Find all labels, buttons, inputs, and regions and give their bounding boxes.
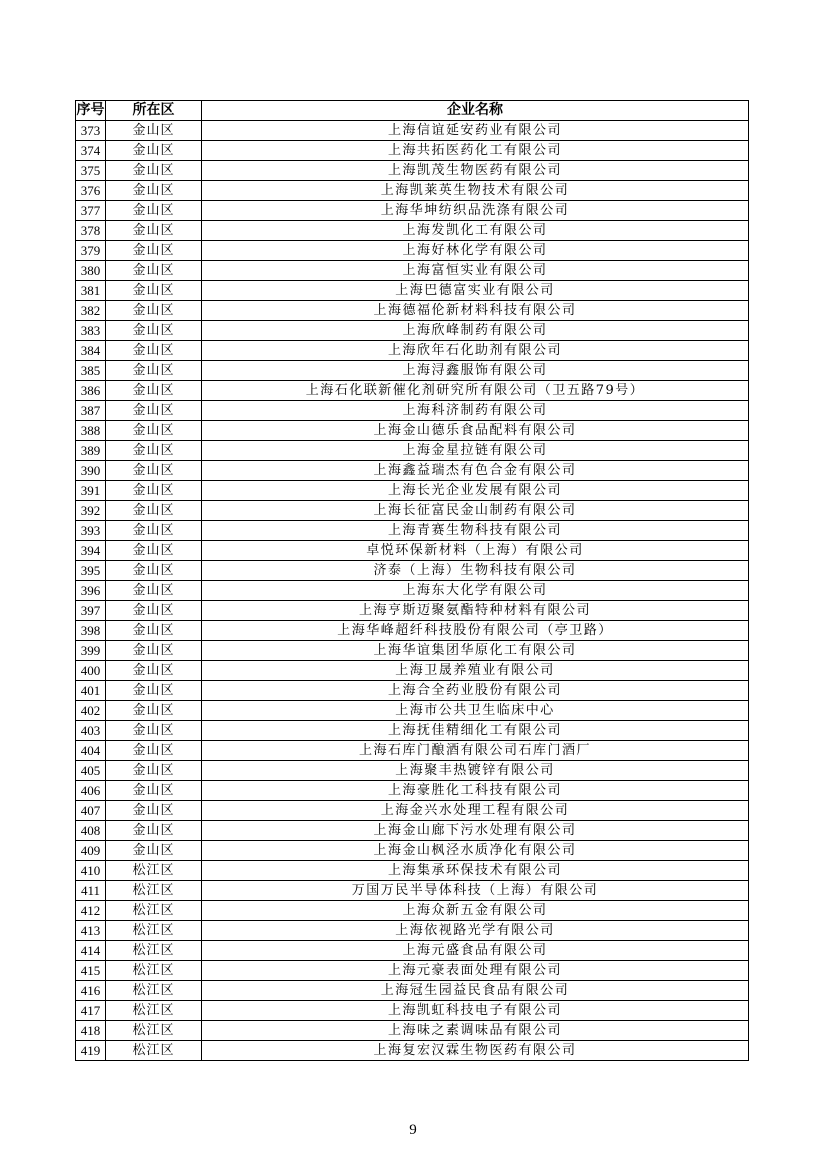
row-seq: 396 <box>76 581 106 601</box>
row-name: 上海欣年石化助剂有限公司 <box>202 341 749 361</box>
row-district: 金山区 <box>106 821 202 841</box>
row-district: 金山区 <box>106 441 202 461</box>
row-district: 金山区 <box>106 281 202 301</box>
row-district: 金山区 <box>106 121 202 141</box>
row-district: 金山区 <box>106 741 202 761</box>
row-district: 金山区 <box>106 201 202 221</box>
row-district: 金山区 <box>106 261 202 281</box>
row-name: 上海凯茂生物医药有限公司 <box>202 161 749 181</box>
header-district: 所在区 <box>106 101 202 121</box>
row-district: 金山区 <box>106 321 202 341</box>
row-seq: 380 <box>76 261 106 281</box>
row-name: 上海富恒实业有限公司 <box>202 261 749 281</box>
row-name: 上海长征富民金山制药有限公司 <box>202 501 749 521</box>
row-name: 上海巴德富实业有限公司 <box>202 281 749 301</box>
row-district: 金山区 <box>106 581 202 601</box>
row-seq: 382 <box>76 301 106 321</box>
row-seq: 393 <box>76 521 106 541</box>
row-seq: 410 <box>76 861 106 881</box>
row-district: 金山区 <box>106 801 202 821</box>
row-district: 金山区 <box>106 301 202 321</box>
row-seq: 389 <box>76 441 106 461</box>
table-row <box>76 701 749 721</box>
table-row <box>76 821 749 841</box>
table-body <box>76 121 749 1061</box>
row-seq: 392 <box>76 501 106 521</box>
row-name: 上海元豪表面处理有限公司 <box>202 961 749 981</box>
row-name: 上海发凯化工有限公司 <box>202 221 749 241</box>
table-row <box>76 861 749 881</box>
table-row <box>76 761 749 781</box>
table-row <box>76 1041 749 1061</box>
row-seq: 413 <box>76 921 106 941</box>
table-row <box>76 141 749 161</box>
table-row <box>76 401 749 421</box>
table-row <box>76 161 749 181</box>
row-seq: 395 <box>76 561 106 581</box>
row-district: 松江区 <box>106 921 202 941</box>
table-row <box>76 441 749 461</box>
row-name: 卓悦环保新材料（上海）有限公司 <box>202 541 749 561</box>
row-name: 上海抚佳精细化工有限公司 <box>202 721 749 741</box>
row-district: 金山区 <box>106 661 202 681</box>
table-row <box>76 321 749 341</box>
row-district: 金山区 <box>106 701 202 721</box>
row-name: 上海凯虹科技电子有限公司 <box>202 1001 749 1021</box>
row-name: 上海鑫益瑞杰有色合金有限公司 <box>202 461 749 481</box>
row-district: 金山区 <box>106 141 202 161</box>
row-seq: 411 <box>76 881 106 901</box>
row-district: 金山区 <box>106 561 202 581</box>
row-seq: 415 <box>76 961 106 981</box>
row-name: 上海华坤纺织品洗涤有限公司 <box>202 201 749 221</box>
row-district: 松江区 <box>106 981 202 1001</box>
row-name: 上海石库门酿酒有限公司石库门酒厂 <box>202 741 749 761</box>
table-row <box>76 901 749 921</box>
row-name: 上海金兴水处理工程有限公司 <box>202 801 749 821</box>
table-row <box>76 481 749 501</box>
table-row <box>76 501 749 521</box>
table-row <box>76 381 749 401</box>
row-seq: 390 <box>76 461 106 481</box>
table-row <box>76 741 749 761</box>
row-name: 上海聚丰热镀锌有限公司 <box>202 761 749 781</box>
table-row <box>76 361 749 381</box>
row-seq: 376 <box>76 181 106 201</box>
enterprise-table <box>75 100 749 1061</box>
row-seq: 381 <box>76 281 106 301</box>
table-row <box>76 521 749 541</box>
row-seq: 378 <box>76 221 106 241</box>
row-district: 金山区 <box>106 601 202 621</box>
row-district: 金山区 <box>106 361 202 381</box>
table-header-row <box>76 101 749 121</box>
row-name: 上海科济制药有限公司 <box>202 401 749 421</box>
row-district: 松江区 <box>106 961 202 981</box>
row-district: 金山区 <box>106 501 202 521</box>
row-name: 上海豪胜化工科技有限公司 <box>202 781 749 801</box>
row-name: 上海金山枫泾水质净化有限公司 <box>202 841 749 861</box>
table-row <box>76 201 749 221</box>
row-seq: 419 <box>76 1041 106 1061</box>
row-district: 金山区 <box>106 681 202 701</box>
row-district: 金山区 <box>106 461 202 481</box>
table-row <box>76 681 749 701</box>
table-row <box>76 801 749 821</box>
row-seq: 412 <box>76 901 106 921</box>
row-district: 松江区 <box>106 941 202 961</box>
row-district: 金山区 <box>106 401 202 421</box>
row-name: 上海卫晟养殖业有限公司 <box>202 661 749 681</box>
row-name: 上海长光企业发展有限公司 <box>202 481 749 501</box>
row-name: 上海味之素调味品有限公司 <box>202 1021 749 1041</box>
table-row <box>76 581 749 601</box>
row-district: 金山区 <box>106 761 202 781</box>
table-row <box>76 301 749 321</box>
table-row <box>76 221 749 241</box>
header-seq: 序号 <box>76 101 106 121</box>
table-row <box>76 261 749 281</box>
row-name: 万国万民半导体科技（上海）有限公司 <box>202 881 749 901</box>
row-district: 金山区 <box>106 381 202 401</box>
row-seq: 408 <box>76 821 106 841</box>
row-seq: 399 <box>76 641 106 661</box>
row-district: 金山区 <box>106 841 202 861</box>
row-seq: 402 <box>76 701 106 721</box>
row-district: 松江区 <box>106 1041 202 1061</box>
row-seq: 385 <box>76 361 106 381</box>
row-seq: 379 <box>76 241 106 261</box>
table-row <box>76 921 749 941</box>
row-name: 上海浔鑫服饰有限公司 <box>202 361 749 381</box>
row-name: 济泰（上海）生物科技有限公司 <box>202 561 749 581</box>
row-seq: 383 <box>76 321 106 341</box>
row-district: 松江区 <box>106 1021 202 1041</box>
row-district: 金山区 <box>106 241 202 261</box>
table-row <box>76 121 749 141</box>
table-row <box>76 541 749 561</box>
row-seq: 388 <box>76 421 106 441</box>
row-seq: 404 <box>76 741 106 761</box>
row-name: 上海德福伦新材料科技有限公司 <box>202 301 749 321</box>
row-name: 上海好林化学有限公司 <box>202 241 749 261</box>
row-district: 金山区 <box>106 621 202 641</box>
row-seq: 417 <box>76 1001 106 1021</box>
row-name: 上海青赛生物科技有限公司 <box>202 521 749 541</box>
row-district: 金山区 <box>106 781 202 801</box>
row-district: 金山区 <box>106 641 202 661</box>
row-seq: 416 <box>76 981 106 1001</box>
row-seq: 384 <box>76 341 106 361</box>
table-row <box>76 1001 749 1021</box>
table-row <box>76 841 749 861</box>
row-seq: 405 <box>76 761 106 781</box>
table-row <box>76 341 749 361</box>
row-district: 金山区 <box>106 541 202 561</box>
row-name: 上海金星拉链有限公司 <box>202 441 749 461</box>
row-district: 松江区 <box>106 1001 202 1021</box>
row-seq: 386 <box>76 381 106 401</box>
row-seq: 401 <box>76 681 106 701</box>
table-row <box>76 241 749 261</box>
row-name: 上海市公共卫生临床中心 <box>202 701 749 721</box>
row-district: 松江区 <box>106 881 202 901</box>
row-name: 上海华谊集团华原化工有限公司 <box>202 641 749 661</box>
row-district: 金山区 <box>106 721 202 741</box>
table-row <box>76 281 749 301</box>
row-district: 松江区 <box>106 901 202 921</box>
row-name: 上海凯莱英生物技术有限公司 <box>202 181 749 201</box>
row-district: 金山区 <box>106 161 202 181</box>
row-seq: 407 <box>76 801 106 821</box>
row-district: 松江区 <box>106 861 202 881</box>
row-name: 上海复宏汉霖生物医药有限公司 <box>202 1041 749 1061</box>
row-district: 金山区 <box>106 481 202 501</box>
page-number: 9 <box>409 1122 417 1138</box>
row-seq: 375 <box>76 161 106 181</box>
row-name: 上海金山廊下污水处理有限公司 <box>202 821 749 841</box>
row-name: 上海合全药业股份有限公司 <box>202 681 749 701</box>
row-name: 上海欣峰制药有限公司 <box>202 321 749 341</box>
row-name: 上海石化联新催化剂研究所有限公司（卫五路79号） <box>202 381 749 401</box>
table-row <box>76 721 749 741</box>
table-row <box>76 621 749 641</box>
row-district: 金山区 <box>106 341 202 361</box>
row-seq: 418 <box>76 1021 106 1041</box>
row-seq: 400 <box>76 661 106 681</box>
row-district: 金山区 <box>106 181 202 201</box>
table-row <box>76 461 749 481</box>
row-seq: 409 <box>76 841 106 861</box>
row-name: 上海集承环保技术有限公司 <box>202 861 749 881</box>
table-row <box>76 181 749 201</box>
table-row <box>76 561 749 581</box>
header-name: 企业名称 <box>202 101 749 121</box>
table-row <box>76 781 749 801</box>
row-seq: 377 <box>76 201 106 221</box>
row-seq: 373 <box>76 121 106 141</box>
row-name: 上海信谊延安药业有限公司 <box>202 121 749 141</box>
row-name: 上海金山德乐食品配料有限公司 <box>202 421 749 441</box>
row-seq: 414 <box>76 941 106 961</box>
row-name: 上海众新五金有限公司 <box>202 901 749 921</box>
table-row <box>76 601 749 621</box>
row-name: 上海亨斯迈聚氨酯特种材料有限公司 <box>202 601 749 621</box>
row-seq: 406 <box>76 781 106 801</box>
table-row <box>76 941 749 961</box>
row-name: 上海东大化学有限公司 <box>202 581 749 601</box>
table-row <box>76 981 749 1001</box>
row-district: 金山区 <box>106 521 202 541</box>
row-seq: 374 <box>76 141 106 161</box>
row-seq: 391 <box>76 481 106 501</box>
table-row <box>76 1021 749 1041</box>
row-seq: 398 <box>76 621 106 641</box>
row-seq: 403 <box>76 721 106 741</box>
table-row <box>76 661 749 681</box>
table-row <box>76 421 749 441</box>
row-name: 上海冠生园益民食品有限公司 <box>202 981 749 1001</box>
row-name: 上海依视路光学有限公司 <box>202 921 749 941</box>
row-seq: 387 <box>76 401 106 421</box>
row-district: 金山区 <box>106 421 202 441</box>
row-seq: 394 <box>76 541 106 561</box>
table-row <box>76 961 749 981</box>
row-district: 金山区 <box>106 221 202 241</box>
row-seq: 397 <box>76 601 106 621</box>
table-row <box>76 641 749 661</box>
table-row <box>76 881 749 901</box>
row-name: 上海元盛食品有限公司 <box>202 941 749 961</box>
row-name: 上海共拓医药化工有限公司 <box>202 141 749 161</box>
row-name: 上海华峰超纤科技股份有限公司（亭卫路） <box>202 621 749 641</box>
